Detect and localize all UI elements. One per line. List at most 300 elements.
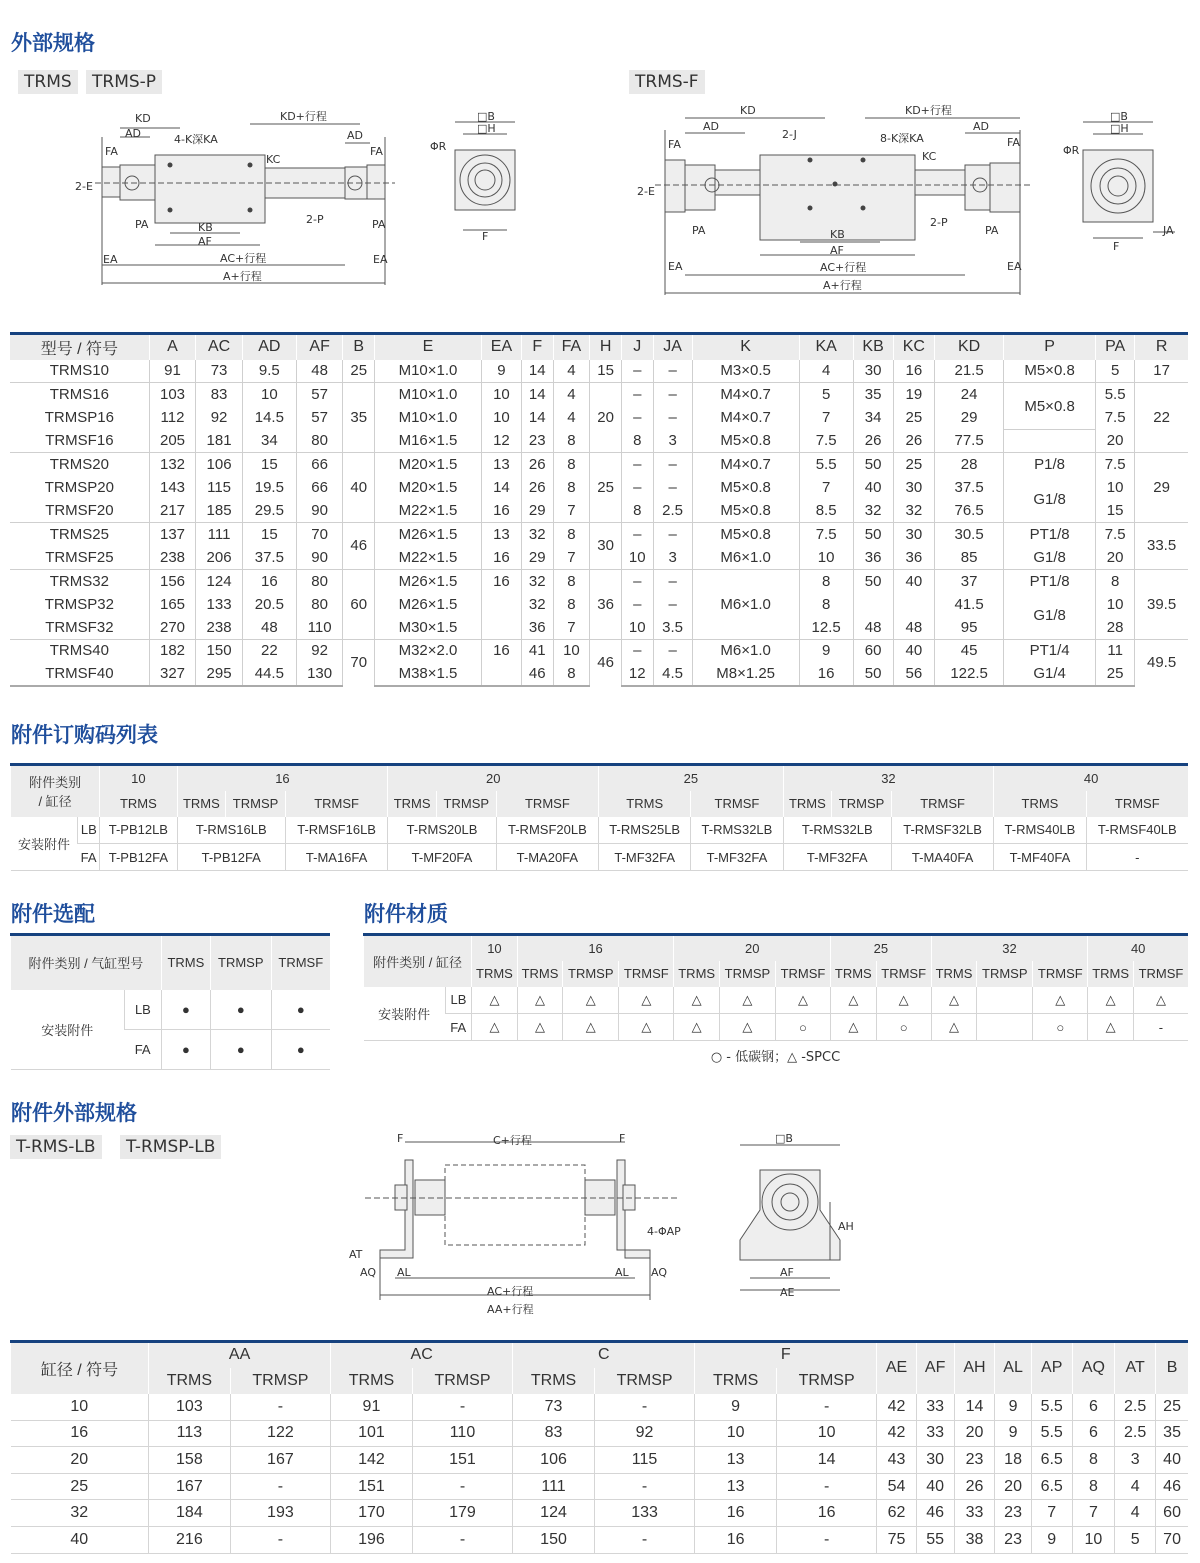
dim-label: KD+行程 [280,110,327,123]
table-header: 25 [599,765,783,791]
table-header: TRMS [388,791,437,817]
dim-label: F [619,1132,626,1145]
table-cell: 48 [853,616,893,639]
table-cell: T-RMSF16LB [285,817,387,844]
table-cell: 46 [590,639,622,686]
table-cell: ● [161,1030,210,1070]
table-cell: – [653,639,692,662]
table-cell: 103 [149,1394,231,1421]
table-cell: G1/4 [1004,662,1096,685]
table-cell: 26 [521,453,553,476]
table-cell: 10 [553,639,590,662]
table-header: 附件类别 / 气缸型号 [11,935,162,990]
table-header: J [621,334,653,360]
table-cell: △ [1133,987,1188,1014]
dim-label: AC+行程 [220,252,267,265]
dim-label: PA [135,218,149,231]
trms-side-diagram [70,105,400,290]
table-cell: 25 [893,406,935,429]
table-cell: 10 [621,546,653,569]
table-cell: 30 [893,476,935,499]
table-cell: 安装附件 [11,817,78,871]
table-header: A [149,334,196,360]
table-cell: P1/8 [1004,453,1096,476]
table-cell: 181 [196,429,243,452]
section-title-order: 附件订购码列表 [11,723,158,747]
table-cell: 32 [521,523,553,546]
table-cell: T-MA40FA [891,844,993,871]
table-header: TRMSP [832,791,892,817]
table-header: TRMS [931,961,977,987]
table-cell: - [1086,844,1188,871]
dim-label: AF [830,244,844,257]
table-cell: T-RMS32LB [783,817,891,844]
table-header: TRMSP [977,961,1033,987]
table-header: TRMSF [619,961,674,987]
table-cell: 8 [1072,1473,1115,1500]
table-header: 40 [994,765,1188,791]
accessory-select-table [10,933,330,1070]
table-cell: 5.5 [799,453,853,476]
table-cell: M4×0.7 [692,383,799,406]
table-cell: T-MF32FA [599,844,691,871]
table-header: AD [242,334,296,360]
table-cell: PT1/8 [1004,569,1096,592]
table-cell: 205 [149,429,196,452]
table-cell: 56 [893,662,935,685]
table-cell: 92 [296,639,343,662]
material-legend: ○ - 低碳钢；△ -SPCC [710,1050,841,1065]
dim-label: AQ [651,1266,667,1279]
table-cell: 23 [954,1447,995,1474]
table-cell: TRMSP32 [44,595,114,613]
dim-label: EA [668,260,683,273]
table-header: AC [196,334,243,360]
table-cell: 66 [296,453,343,476]
table-cell: T-PB12LB [100,817,177,844]
table-cell: - [230,1526,330,1553]
dim-label: □B [477,110,495,123]
table-cell: 14 [521,360,553,383]
table-cell: 29 [521,546,553,569]
table-cell: 8.5 [799,499,853,522]
table-cell: 41 [521,639,553,662]
dim-label: □H [477,122,496,135]
dim-label: □H [1110,122,1129,135]
table-header: TRMSF [876,961,931,987]
table-header: 16 [177,765,388,791]
table-cell: 50 [853,569,893,592]
dim-label: A+行程 [223,270,262,283]
table-cell: - [412,1394,512,1421]
dim-label: EA [103,253,118,266]
table-cell: 10 [481,383,521,406]
dim-label: 2-P [930,216,948,229]
table-cell: 38 [954,1526,995,1553]
section-title-acc-ext: 附件外部规格 [11,1101,137,1125]
table-cell: △ [775,987,830,1014]
table-cell: LB [125,990,162,1030]
table-cell: 182 [149,639,196,662]
table-cell: T-MA16FA [285,844,387,871]
table-cell: △ [1088,987,1134,1014]
table-cell: 2.5 [653,499,692,522]
table-cell: △ [674,1014,720,1041]
table-cell: 156 [149,569,196,592]
table-header: AA [149,1342,331,1368]
table-cell: 25 [1156,1394,1188,1421]
table-cell: 73 [513,1394,595,1421]
table-cell: 7 [1031,1500,1072,1527]
table-header: TRMSP [719,961,775,987]
table-header: TRMSP [230,1368,330,1394]
table-cell: 70 [296,523,343,546]
table-cell: 3 [653,429,692,452]
table-cell: 8 [621,429,653,452]
table-cell: 45 [935,639,1004,662]
table-row [10,383,1188,406]
dim-label: KC [266,153,281,166]
table-cell: 106 [513,1447,595,1474]
table-cell: TRMSF40 [10,662,149,685]
table-cell: – [653,592,692,615]
table-cell: 20 [995,1473,1031,1500]
table-cell: 5.5 [1031,1420,1072,1447]
table-cell: - [412,1473,512,1500]
table-cell: 55 [916,1526,954,1553]
table-row [11,1473,1189,1500]
dim-label: AE [780,1286,795,1299]
table-cell: M26×1.5 [375,569,482,592]
table-header: TRMS [177,791,226,817]
table-header: F [521,334,553,360]
table-cell: 4 [553,383,590,406]
table-cell: 20.5 [242,592,296,615]
table-cell: 115 [196,476,243,499]
table-cell: 36 [521,616,553,639]
table-cell: LB [445,987,471,1014]
table-header: TRMSF [271,935,330,990]
table-cell: 133 [196,592,243,615]
order-code-table [10,763,1188,871]
table-cell: 33 [916,1420,954,1447]
table-cell: 92 [196,406,243,429]
table-row [11,1500,1189,1527]
table-cell: 21.5 [935,360,1004,383]
table-cell: 13 [481,523,521,546]
table-cell: 8 [621,499,653,522]
dim-label: F [1113,240,1120,253]
table-cell: 12 [621,662,653,685]
table-header: 型号 / 符号 [10,334,149,360]
table-cell: - [594,1394,694,1421]
table-cell: 35 [1156,1420,1188,1447]
ext-spec-table [10,332,1188,687]
table-cell: 10 [11,1394,149,1421]
table-cell: 151 [331,1473,413,1500]
dim-label: ΦR [430,140,447,153]
table-cell: 50 [853,523,893,546]
table-cell: 22 [1135,383,1188,453]
dim-label: KD [740,104,756,117]
dim-label: AL [615,1266,629,1279]
table-cell: 130 [296,662,343,685]
table-header: TRMSF [285,791,387,817]
table-cell: 92 [594,1420,694,1447]
table-cell: 25 [1096,662,1135,685]
table-cell: 8 [553,429,590,452]
model-tag-t-rmsp-lb: T-RMSP-LB [120,1135,221,1159]
table-header: 20 [388,765,599,791]
table-cell: 165 [149,592,196,615]
table-cell: 8 [553,523,590,546]
table-cell: 111 [513,1473,595,1500]
table-cell: T-RMS32LB [691,817,783,844]
section-title-material: 附件材质 [364,902,448,926]
table-cell: – [621,383,653,406]
trms-end-diagram [425,110,535,250]
table-cell: 20 [1096,546,1135,569]
table-cell: 32 [853,499,893,522]
table-cell: – [653,406,692,429]
dim-label: 4-ΦAP [647,1225,681,1238]
table-cell: 25 [893,453,935,476]
table-cell: PT1/8 [1004,523,1096,546]
table-cell: 9 [695,1394,777,1421]
section-title-select: 附件选配 [11,902,95,926]
dim-label: FA [668,138,681,151]
table-cell: 106 [196,453,243,476]
table-row [10,523,1188,546]
table-cell: 13 [695,1473,777,1500]
table-cell: 103 [149,383,196,406]
table-cell: △ [831,987,877,1014]
table-cell: 13 [695,1447,777,1474]
table-cell: △ [931,987,977,1014]
table-cell: 124 [513,1500,595,1527]
table-cell: - [412,1526,512,1553]
table-cell: 15 [242,523,296,546]
table-cell: 49.5 [1135,639,1188,686]
table-row [10,453,1188,476]
table-cell: △ [931,1014,977,1041]
table-cell: M3×0.5 [692,360,799,383]
table-cell: - [594,1526,694,1553]
table-cell: ● [211,990,272,1030]
table-cell: △ [472,1014,518,1041]
table-cell: 132 [149,453,196,476]
table-cell: 16 [481,546,521,569]
table-cell: - [776,1394,876,1421]
dim-label: AC+行程 [487,1285,534,1298]
dim-label: KD [135,112,151,125]
table-cell: M6×1.0 [692,639,799,662]
table-cell: 57 [296,383,343,406]
table-cell: M10×1.0 [375,406,482,429]
table-cell: T-RMSF20LB [496,817,598,844]
table-cell: △ [619,987,674,1014]
table-cell: ● [271,990,330,1030]
table-cell: 48 [893,616,935,639]
table-cell: 6 [1072,1394,1115,1421]
table-cell: 14 [776,1447,876,1474]
table-cell: 33 [916,1394,954,1421]
table-cell: 40 [11,1526,149,1553]
table-cell: 60 [1156,1500,1188,1527]
table-cell [481,662,521,685]
table-row [11,1394,1189,1421]
table-cell: 29 [935,406,1004,429]
table-cell: 29.5 [242,499,296,522]
table-cell: 62 [877,1500,916,1527]
table-cell: 12 [481,429,521,452]
table-cell: 16 [481,569,521,592]
table-cell: 9 [1031,1526,1072,1553]
table-cell: 7 [553,499,590,522]
table-cell: 35 [343,383,375,453]
dim-label: AA+行程 [487,1303,534,1316]
table-cell: 18 [995,1447,1031,1474]
table-cell: PT1/4 [1004,639,1096,662]
table-cell: 3 [653,546,692,569]
table-cell: - [776,1473,876,1500]
table-cell: 5.5 [1031,1394,1072,1421]
trms-f-side-diagram [635,100,1035,300]
table-cell: M20×1.5 [375,453,482,476]
dim-label: 4-K深KA [174,133,218,146]
table-cell: 216 [149,1526,231,1553]
dim-label: EA [1007,260,1022,273]
dim-label: A+行程 [823,279,862,292]
table-cell: 4 [1115,1500,1156,1527]
table-cell: – [621,639,653,662]
table-header: TRMS [695,1368,777,1394]
dim-label: FA [370,145,383,158]
table-cell: - [1133,1014,1188,1041]
table-cell: 28 [1096,616,1135,639]
table-cell: TRMS40 [49,642,109,660]
table-cell: M38×1.5 [375,662,482,685]
table-cell: ○ [775,1014,830,1041]
table-cell: 270 [149,616,196,639]
table-cell: 41.5 [935,592,1004,615]
table-cell: 3.5 [653,616,692,639]
table-header: TRMSP [563,961,619,987]
table-cell: M5×0.8 [1004,383,1096,430]
table-cell: 40 [1156,1447,1188,1474]
table-cell: 4 [1115,1473,1156,1500]
table-cell: G1/8 [1004,546,1096,569]
table-header: TRMS [100,791,177,817]
table-cell: 26 [954,1473,995,1500]
table-cell: 7 [1072,1500,1115,1527]
table-header: TRMS [994,791,1086,817]
table-cell: 158 [149,1447,231,1474]
bracket-end-diagram [720,1130,860,1300]
table-cell: △ [619,1014,674,1041]
table-header: H [590,334,622,360]
table-header: AP [1031,1342,1072,1394]
table-cell: 44.5 [242,662,296,685]
table-cell: 15 [590,360,622,383]
table-cell: T-RMS16LB [177,817,285,844]
table-header: TRMS [599,791,691,817]
table-cell: 32 [521,592,553,615]
table-cell: 11 [1096,639,1135,662]
table-cell: 15 [242,453,296,476]
table-cell: 6.5 [1031,1473,1072,1500]
table-cell: 15 [1096,499,1135,522]
table-cell: 40 [916,1473,954,1500]
table-cell: 23 [995,1500,1031,1527]
table-cell: 36 [893,546,935,569]
table-cell: TRMS25 [49,525,109,543]
dim-label: AH [838,1220,854,1233]
table-row [10,639,1188,662]
table-cell: △ [517,1014,563,1041]
table-header: AH [954,1342,995,1394]
table-cell: 327 [149,662,196,685]
table-cell: 85 [935,546,1004,569]
table-cell: LB [78,817,100,844]
table-cell: M22×1.5 [375,499,482,522]
table-cell: 142 [331,1447,413,1474]
table-header: KB [853,334,893,360]
table-header: AL [995,1342,1031,1394]
table-cell: M5×0.8 [692,476,799,499]
table-cell: 10 [1096,476,1135,499]
table-cell [481,616,521,639]
table-cell: – [653,476,692,499]
table-header: TRMSP [776,1368,876,1394]
table-cell: 80 [296,429,343,452]
table-cell: 150 [513,1526,595,1553]
table-cell: △ [1088,1014,1134,1041]
table-cell: TRMSP16 [44,409,114,427]
table-cell: 8 [799,592,853,615]
table-header: TRMS [1088,961,1134,987]
table-cell: TRMSF32 [10,616,149,639]
table-cell: 5.5 [1096,383,1135,406]
table-cell: 32 [893,499,935,522]
table-cell [1004,429,1096,452]
table-header: 32 [931,935,1088,961]
table-cell: 36 [590,569,622,639]
table-cell: 90 [296,499,343,522]
dim-label: KD+行程 [905,104,952,117]
trms-f-end-diagram [1055,110,1185,260]
table-cell: 77.5 [935,429,1004,452]
table-cell: 37.5 [242,546,296,569]
table-cell: 91 [149,360,196,383]
table-cell: – [653,453,692,476]
table-cell: 16 [695,1526,777,1553]
table-cell: 30.5 [935,523,1004,546]
table-cell: 39.5 [1135,569,1188,639]
table-cell: 112 [149,406,196,429]
dim-label: PA [692,224,706,237]
table-cell: 6.5 [1031,1447,1072,1474]
table-cell: 8 [553,662,590,685]
dim-label: F [482,230,489,243]
table-row [11,990,331,1030]
dim-label: AL [397,1266,411,1279]
table-row [10,569,1188,592]
table-cell: 40 [853,476,893,499]
table-cell: 32 [521,569,553,592]
dim-label: 2-J [782,128,797,141]
dim-label: AF [198,235,212,248]
